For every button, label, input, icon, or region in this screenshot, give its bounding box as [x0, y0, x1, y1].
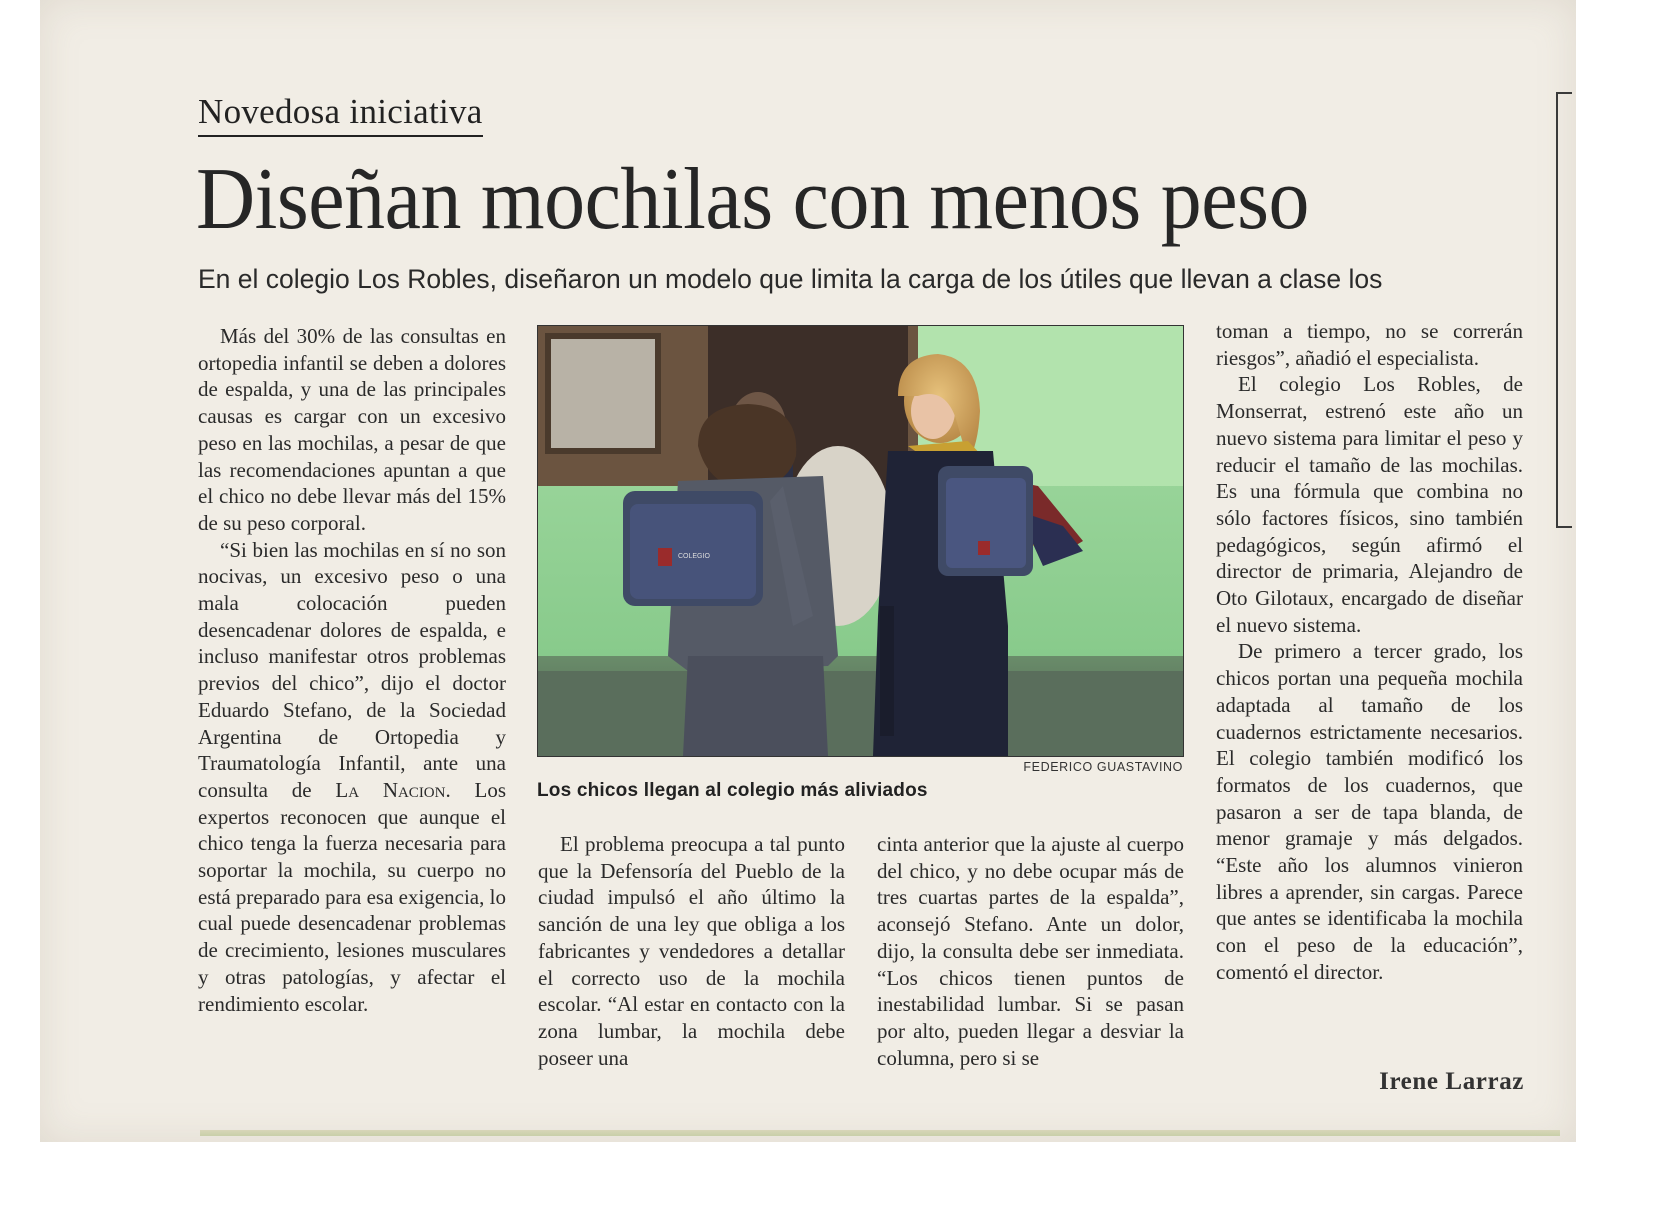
clipping-border-line: [1556, 526, 1572, 528]
photo-caption: Los chicos llegan al colegio más aliviados: [537, 780, 928, 801]
paragraph: Más del 30% de las consultas en ortopedia infantil se deben a dolores de espalda, y una de las principales causas es cargar con un excesivo peso en las mochilas, a pesar de que las recomendaciones apuntan a que el chico no debe llevar más del 15% de su peso corporal.: [198, 324, 506, 535]
article-kicker: Novedosa iniciativa: [198, 92, 483, 137]
article-byline: Irene Larraz: [1379, 1068, 1524, 1095]
paragraph: toman a tiempo, no se correrán riesgos”, añadió el especialista.: [1216, 319, 1523, 370]
article-column-2: [538, 831, 845, 1071]
clipping-border-line: [1556, 92, 1558, 528]
clipping-border-line: [1556, 92, 1572, 94]
paragraph: El colegio Los Robles, de Monserrat, estrenó este año un nuevo sistema para limitar el peso y reducir el tamaño de las mochilas. Es una fórmula que combina no sólo factores físicos, sino también pedagógicos, según afirmó el director de primaria, Alejandro de Oto Gilotaux, encargado de diseñar el nuevo sistema.: [1216, 372, 1523, 637]
paragraph: De primero a tercer grado, los chicos portan una pequeña mochila adaptada al tamaño de los cuadernos estrictamente necesarios. El colegio también modificó los formatos de los cuadernos, que pasaron a ser de tapa blanda, de menor gramaje y más delgados. “Este año los alumnos vinieron libres a aprender, sin cargas. Parece que antes se identificaba la mochila con el peso de la educación”, comentó el director.: [1216, 639, 1523, 984]
bottom-rule: [200, 1130, 1560, 1136]
paragraph: [198, 537, 506, 1018]
article-column-3: [877, 831, 1184, 1071]
photo-credit: FEDERICO GUASTAVINO: [1023, 760, 1183, 774]
children-with-backpacks-image: [538, 326, 1183, 756]
article-column-1: [198, 323, 506, 1017]
newspaper-name: La Nacion: [335, 777, 446, 802]
article-column-4: [1216, 318, 1523, 986]
article-headline: Diseñan mochilas con menos peso: [196, 151, 1309, 248]
paragraph: El problema preocupa a tal punto que la Defensoría del Pueblo de la ciudad impulsó el año último la sanción de una ley que obliga a los fabricantes y vendedores a detallar el correcto uso de la mochila escolar. “Al estar en contacto con la zona lumbar, la mochila debe poseer una: [538, 832, 845, 1070]
article-photo: [537, 325, 1184, 757]
article-deck: En el colegio Los Robles, diseñaron un modelo que limita la carga de los útiles que llevan a clase los: [198, 264, 1383, 294]
paragraph-text: . Los expertos reconocen que aunque el chico tenga la fuerza necesaria para soportar la mochila, su cuerpo no está preparado para esa exigencia, lo cual puede desencadenar problemas de crecimiento, lesiones musculares y otras patologías, y afectar el rendimiento escolar.: [198, 777, 507, 1016]
paragraph: cinta anterior que la ajuste al cuerpo del chico, y no debe ocupar más de tres cuartas partes de la espalda”, aconsejó Stefano. Ante un dolor, dijo, la consulta debe ser inmediata. “Los chicos tienen puntos de inestabilidad lumbar. Si se pasan por alto, pueden llegar a desviar la columna, pero si se: [877, 832, 1184, 1070]
svg-text:COLEGIO: COLEGIO: [678, 553, 710, 560]
paragraph-text: “Si bien las mochilas en sí no son nocivas, un excesivo peso o una mala colocación pueden desencadenar dolores de espalda, e incluso manifestar otros problemas previos del chico”, dijo el doctor Eduardo Stefano, de la Sociedad Argentina de Ortopedia y Traumatología Infantil, ante una consulta de: [198, 537, 506, 802]
